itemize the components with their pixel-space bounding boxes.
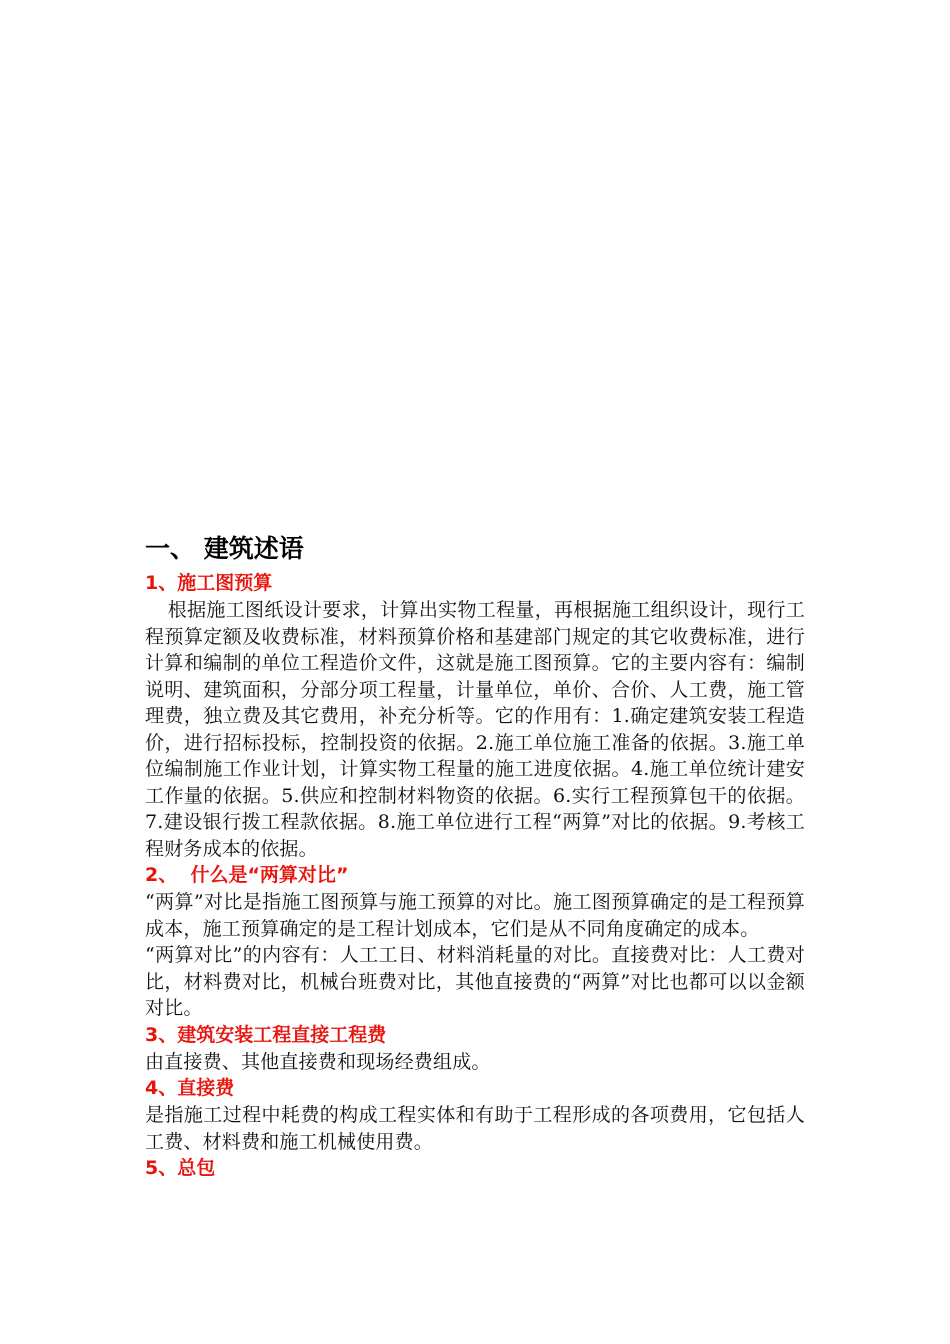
section-heading: 4、直接费 [145,1077,235,1099]
section-3 [145,1022,805,1076]
section-heading: 3、建筑安装工程直接工程费 [145,1023,387,1046]
section-1 [145,570,805,862]
document-content [145,530,805,1182]
section-heading: 1、施工图预算 [145,572,273,594]
section-paragraph: 由直接费、其他直接费和现场经费组成。 [145,1050,491,1073]
section-paragraph: “两算”对比是指施工图预算与施工预算的对比。施工图预算确定的是工程预算成本，施工预算确定的是工程计划成本，它们是从不同角度确定的成本。 [145,891,805,940]
section-paragraph: 根据施工图纸设计要求，计算出实物工程量，再根据施工组织设计，现行工程预算定额及收费标准，材料预算价格和基建部门规定的其它收费标准，进行计算和编制的单位工程造价文件，这就是施工图预算。它的主要内容有：编制说明、建筑面积，分部分项工程量，计量单位，单价、合价、人工费，施工管理费，独立费及其它费用，补充分析等。它的作用有：1.确定建筑安装工程造价，进行招标投标，控制投资的依据。2.施工单位施工准备的依据。3.施工单位编制施工作业计划，计算实物工程量的施工进度依据。4.施工单位统计建安工作量的依据。5.供应和控制材料物资的依据。6.实行工程预算包干的依据。7.建设银行拨工程款依据。8.施工单位进行工程“两算”对比的依据。9.考核工程财务成本的依据。 [145,599,805,860]
chapter-title: 一、 建筑述语 [145,534,304,563]
section-paragraph: “两算对比”的内容有：人工工日、材料消耗量的对比。直接费对比：人工费对比，材料费对比，机械台班费对比，其他直接费的“两算”对比也都可以以金额对比。 [145,944,805,1019]
section-5 [145,1155,805,1182]
section-heading: 5、总包 [145,1157,216,1179]
section-paragraph: 是指施工过程中耗费的构成工程实体和有助于工程形成的各项费用，它包括人工费、材料费和施工机械使用费。 [145,1104,805,1153]
section-4 [145,1075,805,1155]
section-heading: 2、 什么是“两算对比” [145,864,349,886]
section-2 [145,862,805,1022]
